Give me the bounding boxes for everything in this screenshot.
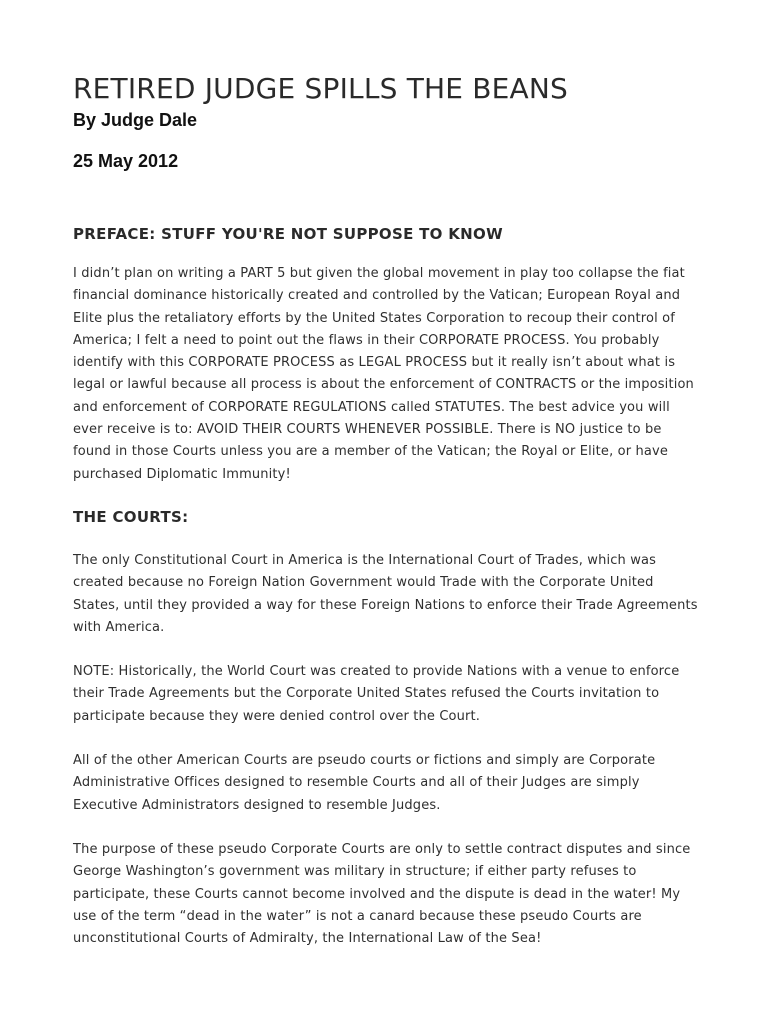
courts-paragraph-4: The purpose of these pseudo Corporate Courts are only to settle contract disputes and since George Washington’s government was military in structure; if either party refuses to participate, these Courts cannot become involved and the dispute is dead in the water! My use of the term “dead in the water” is not a canard because these pseudo Courts are unconstitutional Courts of Admiralty, the International Law of the Sea! xyxy=(73,841,691,947)
courts-paragraph-3: All of the other American Courts are pseudo courts or fictions and simply are Corporate Administrative Offices designed to resemble Courts and all of their Judges are simply Executive Administrators designed to resemble Judges. xyxy=(73,753,656,813)
preface-heading: PREFACE: STUFF YOU'RE NOT SUPPOSE TO KNOW xyxy=(73,225,503,243)
courts-heading: THE COURTS: xyxy=(73,507,189,526)
author-byline: By Judge Dale xyxy=(73,110,198,130)
document-page xyxy=(73,72,701,950)
publication-date: 25 May 2012 xyxy=(73,151,179,171)
courts-paragraph-2: NOTE: Historically, the World Court was created to provide Nations with a venue to enforce their Trade Agreements but the Corporate United States refused the Courts invitation to participate because they were denied control over the Court. xyxy=(73,664,680,724)
courts-paragraph-1: The only Constitutional Court in America is the International Court of Trades, which was created because no Foreign Nation Government would Trade with the Corporate United States, until they provided a way for these Foreign Nations to enforce their Trade Agreements with America. xyxy=(73,552,698,635)
preface-paragraph: I didn’t plan on writing a PART 5 but given the global movement in play too collapse the fiat financial dominance historically created and controlled by the Vatican; European Royal and Elite plus the retaliatory efforts by the United States Corporation to recoup their control of America; I felt a need to point out the flaws in their CORPORATE PROCESS. You probably identify with this CORPORATE PROCESS as LEGAL PROCESS but it really isn’t about what is legal or lawful because all process is about the enforcement of CONTRACTS or the imposition and enforcement of CORPORATE REGULATIONS called STATUTES. The best advice you will ever receive is to: AVOID THEIR COURTS WHENEVER POSSIBLE. There is NO justice to be found in those Courts unless you are a member of the Vatican; the Royal or Elite, or have purchased Diplomatic Immunity! xyxy=(73,266,694,482)
document-title: RETIRED JUDGE SPILLS THE BEANS xyxy=(73,72,569,105)
